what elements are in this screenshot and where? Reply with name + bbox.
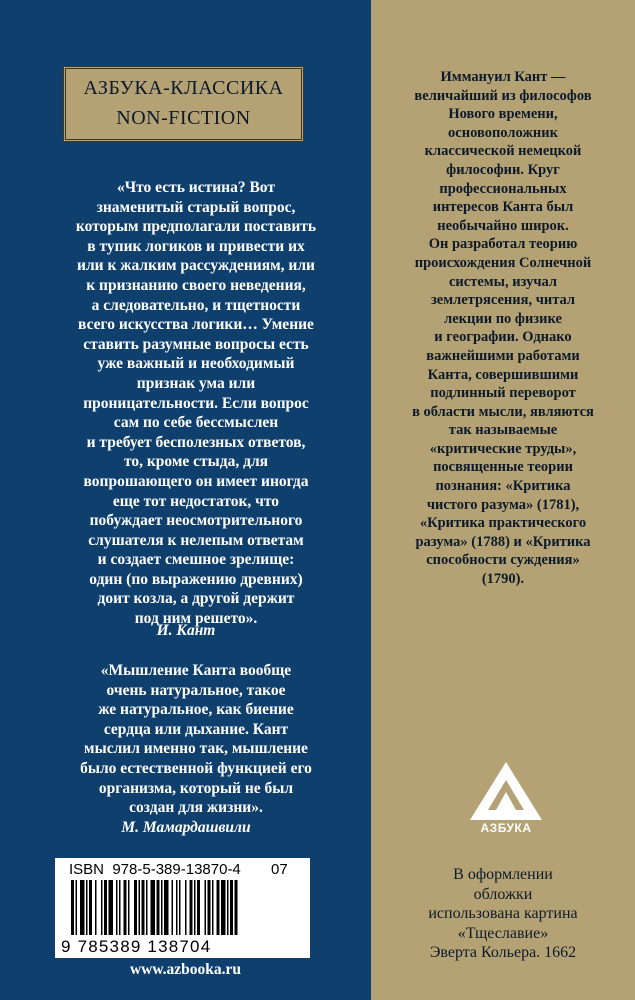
quote-line: создан для жизни». bbox=[129, 799, 263, 817]
bio-line: важнейшими работами bbox=[426, 347, 580, 364]
publisher-website: www.azbooka.ru bbox=[129, 961, 242, 978]
azbuka-logo-label: АЗБУКА bbox=[480, 821, 532, 835]
quote-line: слушателя к нелепым ответам bbox=[88, 531, 304, 549]
quote-line: сердца или дыхание. Кант bbox=[103, 720, 289, 738]
bio-line: «критические труды», bbox=[429, 440, 577, 457]
quote-line: в тупик логиков и привести их bbox=[87, 237, 305, 255]
quote-line: признак ума или bbox=[136, 374, 256, 392]
bio-line: Иммануил Кант — bbox=[440, 69, 566, 85]
quote-line: и создает смешное зрелище: bbox=[97, 551, 295, 569]
credits-line: обложки bbox=[473, 885, 533, 903]
bio-line: Он разработал теорию bbox=[428, 236, 578, 253]
quote-line: один (по выражению древних) bbox=[89, 570, 303, 588]
quote-line: очень натуральное, такое bbox=[106, 681, 286, 699]
bio-line: системы, изучал bbox=[448, 273, 558, 290]
bio-line: подлинный переворот bbox=[430, 385, 576, 402]
isbn-number: ISBN 978-5-389-13870-4 bbox=[69, 861, 241, 878]
bio-line: «Критика практического bbox=[419, 515, 587, 532]
bio-line: в области мысли, являются bbox=[412, 403, 594, 420]
credits-line: Эверта Кольера. 1662 bbox=[429, 944, 577, 961]
credits-line: В оформлении bbox=[453, 866, 553, 883]
bio-line: Канта, совершившими bbox=[427, 366, 579, 383]
quote-line: то, кроме стыда, для bbox=[123, 453, 269, 471]
quote-line: «Что есть истина? Вот bbox=[117, 179, 275, 196]
bio-line: разума» (1788) и «Критика bbox=[415, 533, 591, 550]
quote-line: «Мышление Канта вообще bbox=[100, 662, 292, 679]
quote-line: знаменитый старый вопрос, bbox=[96, 198, 296, 216]
quote-line: мыслил именно так, мышление bbox=[84, 740, 308, 758]
bio-line: философии. Круг bbox=[446, 161, 560, 178]
quote-line: ставить разумные вопросы есть bbox=[83, 335, 309, 353]
bio-line: величайший из философов bbox=[414, 87, 592, 104]
ean-number: 9 785389 138704 bbox=[61, 937, 212, 956]
kant-quote-author: И. Кант bbox=[156, 622, 216, 639]
azbuka-logo bbox=[466, 758, 546, 838]
quote-line: которым предполагали поставить bbox=[75, 218, 317, 236]
bio-line: чистого разума» (1781), bbox=[426, 496, 580, 513]
isbn-barcode bbox=[55, 858, 310, 958]
credits-line: использована картина bbox=[428, 905, 578, 922]
quote-line: еще тот недостаток, что bbox=[112, 492, 280, 510]
quote-line: и требует бесполезных ответов, bbox=[86, 433, 306, 451]
quote-line: доит козла, а другой держит bbox=[97, 590, 295, 608]
quote-line: всего искусства логики… Умение bbox=[78, 316, 314, 334]
quote-line: было естественной функцией его bbox=[80, 759, 312, 777]
quote-line: уже важный и необходимый bbox=[97, 355, 295, 373]
barcode-icon bbox=[69, 880, 299, 940]
isbn-addon: 07 bbox=[271, 861, 288, 878]
series-title: АЗБУКА-КЛАССИКА bbox=[83, 77, 284, 99]
right-panel bbox=[371, 0, 635, 1000]
bio-line: землетрясения, читал bbox=[430, 292, 576, 309]
quote-line: побуждает неосмотрительного bbox=[89, 512, 303, 530]
bio-line: интересов Канта был bbox=[432, 199, 574, 216]
bio-line: и географии. Однако bbox=[434, 329, 572, 346]
quote-line: или к жалким рассуждениям, или bbox=[77, 257, 315, 275]
bio-line: профессиональных bbox=[439, 180, 567, 197]
quote-line: организма, который не был bbox=[98, 779, 294, 797]
credits-line: «Тщеславие» bbox=[457, 924, 549, 942]
quote-line: сам по себе бессмыслен bbox=[113, 414, 279, 432]
bio-line: посвященные теории bbox=[433, 459, 573, 476]
quote-line: к признанию своего неведения, bbox=[86, 276, 306, 294]
quote-line: же натуральное, как биение bbox=[98, 701, 294, 719]
bio-line: так называемые bbox=[448, 422, 558, 439]
bio-line: основоположник bbox=[448, 124, 558, 141]
kant-quote bbox=[70, 178, 322, 629]
bio-line: Нового времени, bbox=[448, 106, 558, 123]
bio-line: (1790). bbox=[481, 571, 525, 588]
quote-line: а следовательно, и тщетности bbox=[91, 296, 301, 314]
quote-line: вопрошающего он имеет иногда bbox=[83, 472, 309, 490]
bio-line: познания: «Критика bbox=[435, 478, 571, 495]
bio-line: способности суждения» bbox=[426, 552, 580, 569]
bio-line: классической немецкой bbox=[424, 143, 582, 160]
quote-line: проницательности. Если вопрос bbox=[83, 394, 309, 412]
series-label-box bbox=[63, 66, 304, 142]
author-bio bbox=[401, 68, 605, 589]
bio-line: лекции по физике bbox=[444, 310, 562, 327]
mamardashvili-quote bbox=[70, 661, 322, 818]
series-subtitle: NON-FICTION bbox=[116, 107, 251, 129]
bio-line: необычайно широк. bbox=[437, 217, 569, 234]
bio-line: происхождения Солнечной bbox=[414, 254, 592, 271]
mamardashvili-quote-author: М. Мамардашвили bbox=[121, 819, 251, 836]
quote-line: под ним решето». bbox=[134, 610, 258, 628]
cover-credits bbox=[391, 865, 615, 963]
